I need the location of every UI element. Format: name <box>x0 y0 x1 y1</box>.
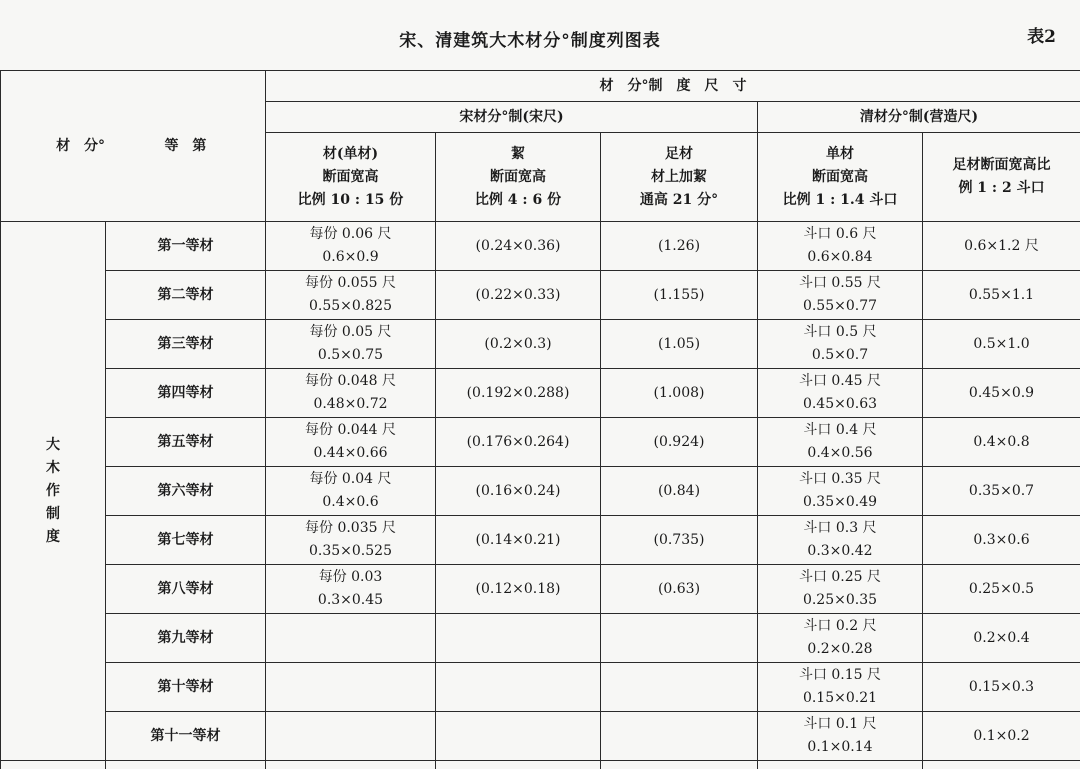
empty-cell <box>266 761 436 769</box>
size-group-header: 材 分°制 度 尺 寸 <box>266 71 1080 102</box>
grade-cell: 第十等材 <box>106 663 266 712</box>
header-line: 单材 <box>758 143 922 166</box>
song-cai-cell <box>266 663 436 712</box>
cell-line: 斗口 0.45 尺 <box>758 370 922 393</box>
header-line: 比例 1 : 1.4 斗口 <box>758 189 922 212</box>
qing-zucai-cell: 0.1×0.2 <box>923 712 1080 761</box>
song-zucai-cell: (0.63) <box>601 565 758 614</box>
qing-group-header: 清材分°制(营造尺) <box>758 102 1080 133</box>
song-zucai-cell <box>601 614 758 663</box>
song-cai-cell <box>266 222 436 271</box>
song-zucai-cell: (1.26) <box>601 222 758 271</box>
grade-cell: 第七等材 <box>106 516 266 565</box>
grade-cell: 第八等材 <box>106 565 266 614</box>
header-line: 比例 10 : 15 份 <box>266 189 435 212</box>
header-line: 断面宽高 <box>436 166 600 189</box>
header-line: 材(单材) <box>266 143 435 166</box>
cell-line: 斗口 0.6 尺 <box>758 223 922 246</box>
qing-zucai-header <box>923 133 1080 222</box>
qing-zucai-cell: 0.35×0.7 <box>923 467 1080 516</box>
category-cell <box>1 222 106 761</box>
table-title: 宋、清建筑大木材分°制度列图表 <box>0 26 1060 51</box>
song-fang-cell: (0.12×0.18) <box>436 565 601 614</box>
cell-line: 0.55×0.77 <box>758 295 922 318</box>
cell-line: 斗口 0.55 尺 <box>758 272 922 295</box>
song-fang-header <box>436 133 601 222</box>
cell-line: 每份 0.035 尺 <box>266 517 435 540</box>
song-zucai-cell <box>601 712 758 761</box>
table-row <box>1 663 1080 712</box>
song-cai-cell <box>266 565 436 614</box>
song-fang-cell <box>436 614 601 663</box>
cell-line: 0.25×0.35 <box>758 589 922 612</box>
cell-line: 0.2×0.28 <box>758 638 922 661</box>
song-cai-cell <box>266 516 436 565</box>
grade-cell: 第一等材 <box>106 222 266 271</box>
song-fang-cell: (0.22×0.33) <box>436 271 601 320</box>
empty-cell <box>923 761 1080 769</box>
grade-header-line: 等 第 <box>135 135 235 158</box>
header-line: 通高 21 分° <box>601 189 757 212</box>
qing-zucai-cell: 0.2×0.4 <box>923 614 1080 663</box>
category-char: 度 <box>1 526 105 549</box>
grade-cell: 第九等材 <box>106 614 266 663</box>
header-line: 断面宽高 <box>758 166 922 189</box>
song-fang-cell: (0.14×0.21) <box>436 516 601 565</box>
song-group-header: 宋材分°制(宋尺) <box>266 102 758 133</box>
cell-line: 0.35×0.525 <box>266 540 435 563</box>
empty-cell <box>601 761 758 769</box>
cell-line: 每份 0.06 尺 <box>266 223 435 246</box>
song-zucai-header <box>601 133 758 222</box>
song-fang-cell: (0.24×0.36) <box>436 222 601 271</box>
qing-zucai-cell: 0.3×0.6 <box>923 516 1080 565</box>
cell-line: 斗口 0.4 尺 <box>758 419 922 442</box>
qing-dancai-header <box>758 133 923 222</box>
song-cai-cell <box>266 614 436 663</box>
song-fang-cell: (0.192×0.288) <box>436 369 601 418</box>
header-line: 絜 <box>436 143 600 166</box>
song-zucai-cell: (0.84) <box>601 467 758 516</box>
empty-cell <box>758 761 923 769</box>
qing-zucai-cell: 0.45×0.9 <box>923 369 1080 418</box>
qing-dancai-cell <box>758 516 923 565</box>
table-row <box>1 565 1080 614</box>
grade-cell: 第六等材 <box>106 467 266 516</box>
table-row-continuation <box>1 761 1080 769</box>
cell-line: 0.4×0.6 <box>266 491 435 514</box>
cell-line: 斗口 0.2 尺 <box>758 615 922 638</box>
song-fang-cell: (0.2×0.3) <box>436 320 601 369</box>
grade-header-line: 材 分° <box>31 135 131 158</box>
song-cai-cell <box>266 271 436 320</box>
empty-cell <box>1 761 106 769</box>
grade-cell: 第十一等材 <box>106 712 266 761</box>
category-char: 作 <box>1 480 105 503</box>
cell-line: 0.45×0.63 <box>758 393 922 416</box>
qing-dancai-cell <box>758 614 923 663</box>
qing-zucai-cell: 0.55×1.1 <box>923 271 1080 320</box>
table-row <box>1 369 1080 418</box>
cell-line: 斗口 0.3 尺 <box>758 517 922 540</box>
empty-cell <box>436 761 601 769</box>
grade-cell: 第四等材 <box>106 369 266 418</box>
cell-line: 0.15×0.21 <box>758 687 922 710</box>
song-zucai-cell: (0.735) <box>601 516 758 565</box>
song-cai-header <box>266 133 436 222</box>
cell-line: 0.5×0.7 <box>758 344 922 367</box>
qing-dancai-cell <box>758 418 923 467</box>
song-zucai-cell: (1.155) <box>601 271 758 320</box>
song-zucai-cell: (1.008) <box>601 369 758 418</box>
qing-dancai-cell <box>758 467 923 516</box>
table-row <box>1 320 1080 369</box>
song-cai-cell <box>266 320 436 369</box>
grade-cell: 第二等材 <box>106 271 266 320</box>
table-row <box>1 271 1080 320</box>
table-row <box>1 614 1080 663</box>
cell-line: 斗口 0.1 尺 <box>758 713 922 736</box>
header-row-1 <box>1 71 1080 102</box>
cell-line: 0.5×0.75 <box>266 344 435 367</box>
qing-zucai-cell: 0.15×0.3 <box>923 663 1080 712</box>
song-zucai-cell <box>601 663 758 712</box>
cell-line: 斗口 0.15 尺 <box>758 664 922 687</box>
qing-dancai-cell <box>758 222 923 271</box>
cell-line: 斗口 0.35 尺 <box>758 468 922 491</box>
cell-line: 斗口 0.5 尺 <box>758 321 922 344</box>
song-zucai-cell: (0.924) <box>601 418 758 467</box>
song-fang-cell <box>436 663 601 712</box>
category-char: 木 <box>1 457 105 480</box>
cell-line: 0.55×0.825 <box>266 295 435 318</box>
qing-dancai-cell <box>758 271 923 320</box>
song-fang-cell: (0.176×0.264) <box>436 418 601 467</box>
category-char: 制 <box>1 503 105 526</box>
table-number: 表2 <box>1027 22 1056 47</box>
qing-zucai-cell: 0.25×0.5 <box>923 565 1080 614</box>
header-line: 断面宽高 <box>266 166 435 189</box>
table-row <box>1 712 1080 761</box>
song-cai-cell <box>266 467 436 516</box>
table-row <box>1 222 1080 271</box>
qing-dancai-cell <box>758 565 923 614</box>
empty-cell <box>106 761 266 769</box>
cell-line: 每份 0.04 尺 <box>266 468 435 491</box>
header-line: 足材断面宽高比 <box>923 154 1080 177</box>
table-row <box>1 418 1080 467</box>
cell-line: 每份 0.044 尺 <box>266 419 435 442</box>
qing-dancai-cell <box>758 663 923 712</box>
header-line: 足材 <box>601 143 757 166</box>
cell-line: 0.6×0.84 <box>758 246 922 269</box>
song-cai-cell <box>266 369 436 418</box>
qing-zucai-cell: 0.5×1.0 <box>923 320 1080 369</box>
timber-standard-table <box>0 70 1080 769</box>
cell-line: 0.44×0.66 <box>266 442 435 465</box>
song-zucai-cell: (1.05) <box>601 320 758 369</box>
grade-header-cell <box>1 71 266 222</box>
cell-line: 0.4×0.56 <box>758 442 922 465</box>
cell-line: 0.35×0.49 <box>758 491 922 514</box>
qing-zucai-cell: 0.6×1.2 尺 <box>923 222 1080 271</box>
song-cai-cell <box>266 418 436 467</box>
header-line: 材上加絜 <box>601 166 757 189</box>
category-char: 大 <box>1 434 105 457</box>
cell-line: 每份 0.048 尺 <box>266 370 435 393</box>
table-row <box>1 467 1080 516</box>
header-line: 比例 4 : 6 份 <box>436 189 600 212</box>
song-fang-cell <box>436 712 601 761</box>
qing-dancai-cell <box>758 320 923 369</box>
cell-line: 0.1×0.14 <box>758 736 922 759</box>
cell-line: 0.3×0.42 <box>758 540 922 563</box>
song-cai-cell <box>266 712 436 761</box>
qing-zucai-cell: 0.4×0.8 <box>923 418 1080 467</box>
cell-line: 每份 0.055 尺 <box>266 272 435 295</box>
table-row <box>1 516 1080 565</box>
grade-cell: 第五等材 <box>106 418 266 467</box>
cell-line: 每份 0.05 尺 <box>266 321 435 344</box>
qing-dancai-cell <box>758 712 923 761</box>
qing-dancai-cell <box>758 369 923 418</box>
header-line: 例 1 : 2 斗口 <box>923 177 1080 200</box>
cell-line: 斗口 0.25 尺 <box>758 566 922 589</box>
grade-cell: 第三等材 <box>106 320 266 369</box>
song-fang-cell: (0.16×0.24) <box>436 467 601 516</box>
cell-line: 0.3×0.45 <box>266 589 435 612</box>
cell-line: 每份 0.03 <box>266 566 435 589</box>
cell-line: 0.48×0.72 <box>266 393 435 416</box>
cell-line: 0.6×0.9 <box>266 246 435 269</box>
